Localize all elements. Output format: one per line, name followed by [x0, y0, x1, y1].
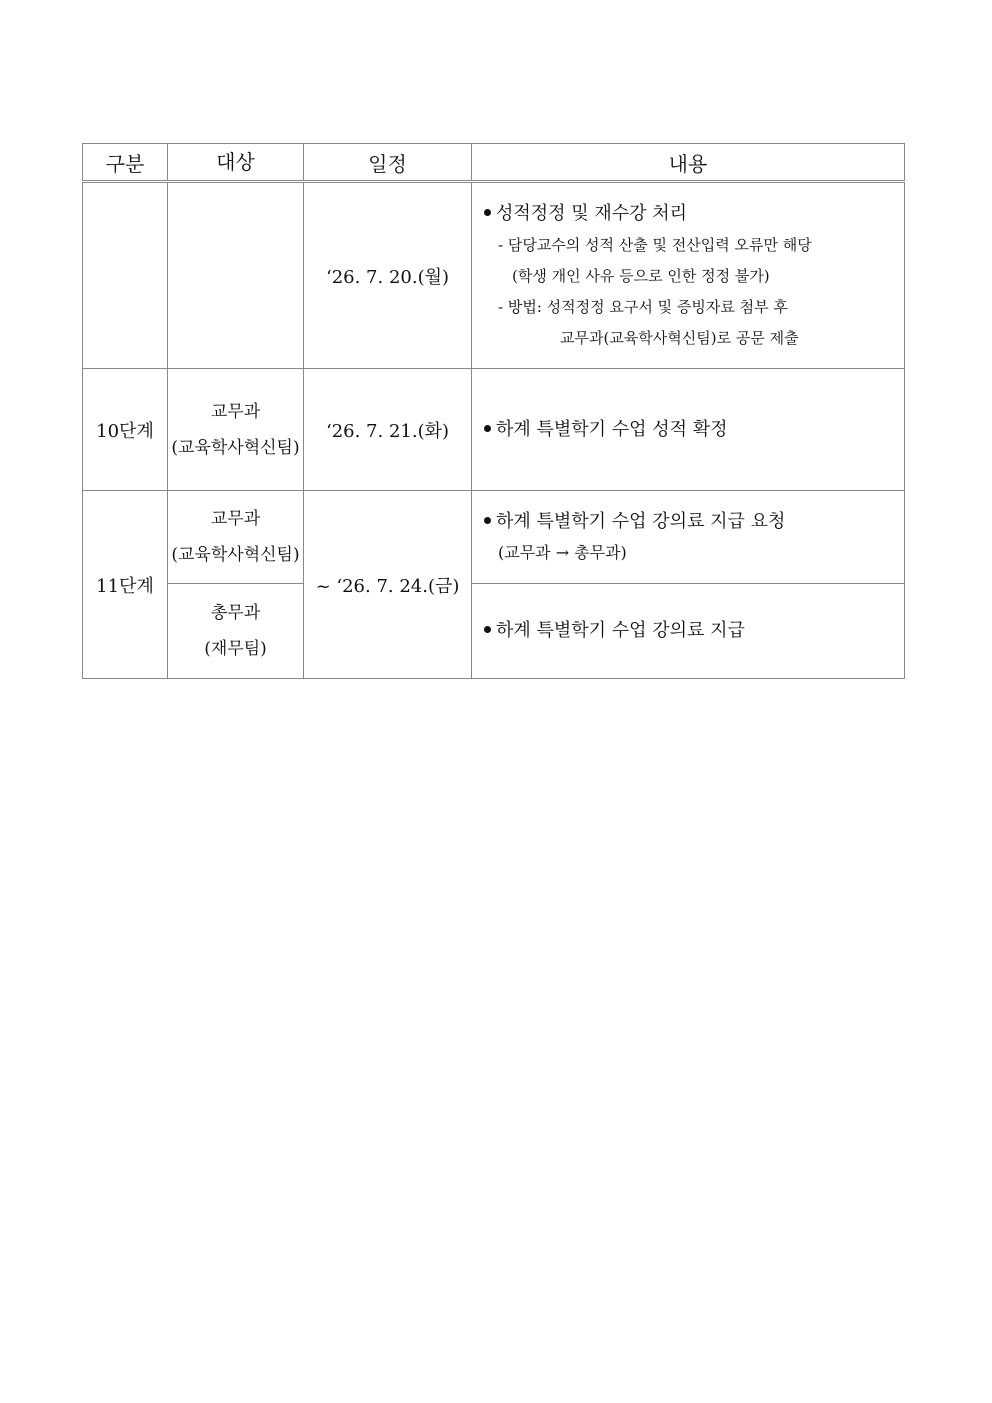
target-line: 총무과 [210, 603, 261, 623]
header-content: 내용 [472, 144, 905, 182]
content-line: - 담당교수의 성적 산출 및 전산입력 오류만 해당 [498, 235, 812, 254]
target-cell [168, 491, 304, 584]
target-cell [168, 584, 304, 679]
table-header-row [83, 144, 905, 182]
date-cell: ‘26. 7. 21.(화) [304, 369, 472, 491]
bullet-icon [484, 209, 491, 216]
bullet-text: 하계 특별학기 수업 강의료 지급 요청 [496, 511, 786, 532]
bullet-icon [484, 425, 491, 432]
stage-cell [83, 182, 168, 369]
bullet-text: 하계 특별학기 수업 성적 확정 [496, 418, 728, 440]
target-line: 교무과 [210, 509, 261, 529]
target-cell [168, 182, 304, 369]
content-cell [472, 491, 905, 584]
date-cell: ~ ‘26. 7. 24.(금) [304, 491, 472, 679]
content-cell [472, 369, 905, 491]
schedule-table [82, 143, 905, 679]
content-cell [472, 584, 905, 679]
target-cell [168, 369, 304, 491]
target-line: (재무팀) [204, 639, 267, 659]
bullet-icon [484, 626, 491, 633]
content-bullet [484, 506, 904, 538]
target-line: (교육학사혁신팀) [171, 545, 300, 565]
content-note: (교무과 → 총무과) [498, 543, 627, 562]
content-bullet [484, 198, 904, 230]
table-row [83, 491, 905, 584]
header-date: 일정 [304, 144, 472, 182]
content-bullet [484, 414, 904, 446]
target-line: 교무과 [210, 401, 261, 422]
table-row [83, 182, 905, 369]
table-row [83, 369, 905, 491]
bullet-text: 성적정정 및 재수강 처리 [496, 202, 688, 224]
bullet-icon [484, 517, 491, 524]
header-target: 대상 [168, 144, 304, 182]
header-stage: 구분 [83, 144, 168, 182]
target-line: (교육학사혁신팀) [171, 437, 300, 458]
stage-cell: 11단계 [83, 491, 168, 679]
content-bullet [484, 615, 904, 647]
date-cell: ‘26. 7. 20.(월) [304, 182, 472, 369]
content-line: 교무과(교육학사혁신팀)로 공문 제출 [560, 328, 799, 347]
content-line: (학생 개인 사유 등으로 인한 정정 불가) [512, 266, 770, 285]
content-cell [472, 182, 905, 369]
stage-cell: 10단계 [83, 369, 168, 491]
content-line: - 방법: 성적정정 요구서 및 증빙자료 첨부 후 [498, 297, 788, 316]
table-row [83, 584, 905, 679]
bullet-text: 하계 특별학기 수업 강의료 지급 [496, 620, 745, 641]
